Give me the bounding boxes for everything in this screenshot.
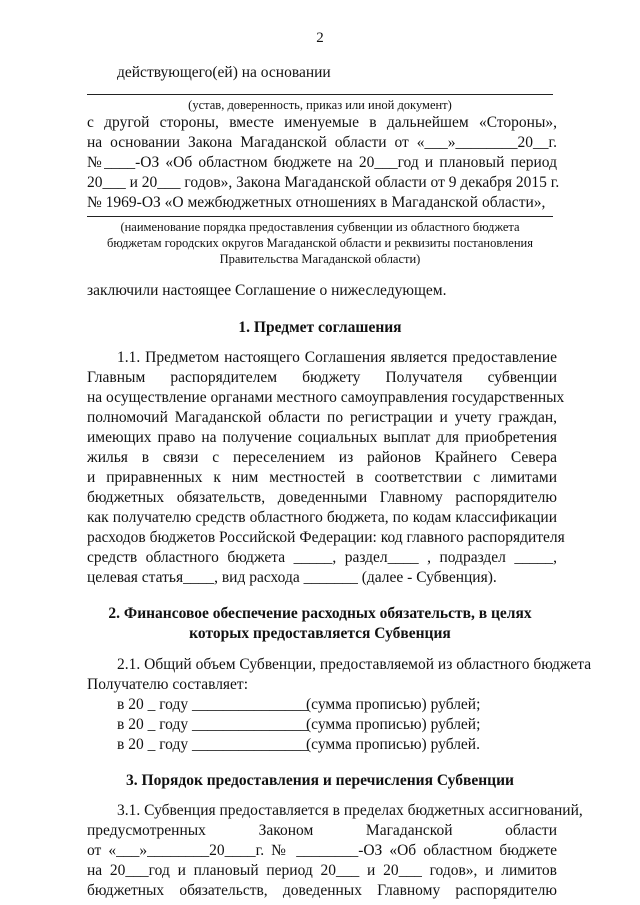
blank-line-procedure (87, 216, 553, 217)
text-line: на 20___год и плановый период 20___ и 20___ годов», и лимитов (87, 862, 557, 879)
text-line: Главным распорядителем бюджету Получателя субвенции (87, 369, 557, 386)
section-2-title-1: 2. Финансовое обеспечение расходных обязательств, в целях (108, 605, 532, 622)
text-line: 1.1. Предметом настоящего Соглашения является предоставление (117, 349, 557, 366)
text-line: средств областного бюджета _____, раздел____ , подраздел _____, (87, 549, 557, 566)
page-number: 2 (316, 30, 324, 46)
text-line: 2.1. Общий объем Субвенции, предоставляемой из областного бюджета (117, 656, 592, 673)
caption-procedure-2: бюджетам городских округов Магаданской области и реквизиты постановления (107, 236, 533, 250)
year-amount: в 20 _ году _______________ (117, 736, 309, 753)
text-line: 20___ и 20___ годов», Закона Магаданской области от 9 декабря 2015 г. (87, 174, 560, 191)
text-line: жилья в связи с переселением из районов Крайнего Севера (87, 449, 557, 466)
text-line: целевая статья____, вид расхода _______ (далее - Субвенция). (87, 569, 497, 586)
caption-procedure-3: Правительства Магаданской области) (219, 252, 421, 266)
text-line: бюджетных обязательств, доведенными Главному распорядителю (87, 489, 557, 506)
sum-words: (сумма прописью) рублей; (306, 696, 481, 713)
blank-line-basis (87, 94, 553, 95)
text-line: на осуществление органами местного самоуправления государственных (87, 389, 565, 406)
section-3-title: 3. Порядок предоставления и перечисления Субвенции (126, 772, 514, 789)
text-line: предусмотренных Законом Магаданской области (87, 822, 557, 839)
section-1-title: 1. Предмет соглашения (238, 319, 402, 336)
year-amount: в 20 _ году _______________ (117, 716, 309, 733)
text-line: от «___»________20____г. № ________-ОЗ «Об областном бюджете (87, 842, 557, 859)
text-line: на основании Закона Магаданской области от «___»________20__г. (87, 134, 557, 151)
text-line: № 1969-ОЗ «О межбюджетных отношениях в Магаданской области», (87, 194, 546, 211)
sum-words: (сумма прописью) рублей. (306, 736, 480, 753)
text-line: расходов бюджетов Российской Федерации: код главного распорядителя (87, 529, 565, 546)
caption-procedure-1: (наименование порядка предоставления субвенции из областного бюджета (120, 220, 520, 234)
year-amount: в 20 _ году _______________ (117, 696, 309, 713)
text-line: как получателю средств областного бюджета, по кодам классификации (87, 509, 557, 526)
header-line: действующего(ей) на основании (117, 64, 331, 81)
caption-basis: (устав, доверенность, приказ или иной документ) (188, 98, 452, 112)
concluded-line: заключили настоящее Соглашение о нижеследующем. (87, 282, 447, 299)
text-line: и приравненных к ним местностей в соответствии с лимитами (87, 469, 557, 486)
section-2-title-2: которых предоставляется Субвенция (189, 625, 451, 642)
text-line: бюджетных обязательств, доведенных Главному распорядителю (87, 882, 557, 899)
text-line: 3.1. Субвенция предоставляется в пределах бюджетных ассигнований, (117, 802, 583, 819)
text-line: Получателю составляет: (87, 676, 249, 693)
text-line: №____-ОЗ «Об областном бюджете на 20___год и плановый период (87, 154, 557, 171)
text-line: имеющих право на получение социальных выплат для приобретения (87, 429, 557, 446)
text-line: полномочий Магаданской области по регистрации и учету граждан, (87, 409, 557, 426)
sum-words: (сумма прописью) рублей; (306, 716, 481, 733)
text-line: с другой стороны, вместе именуемые в дальнейшем «Стороны», (87, 114, 557, 131)
